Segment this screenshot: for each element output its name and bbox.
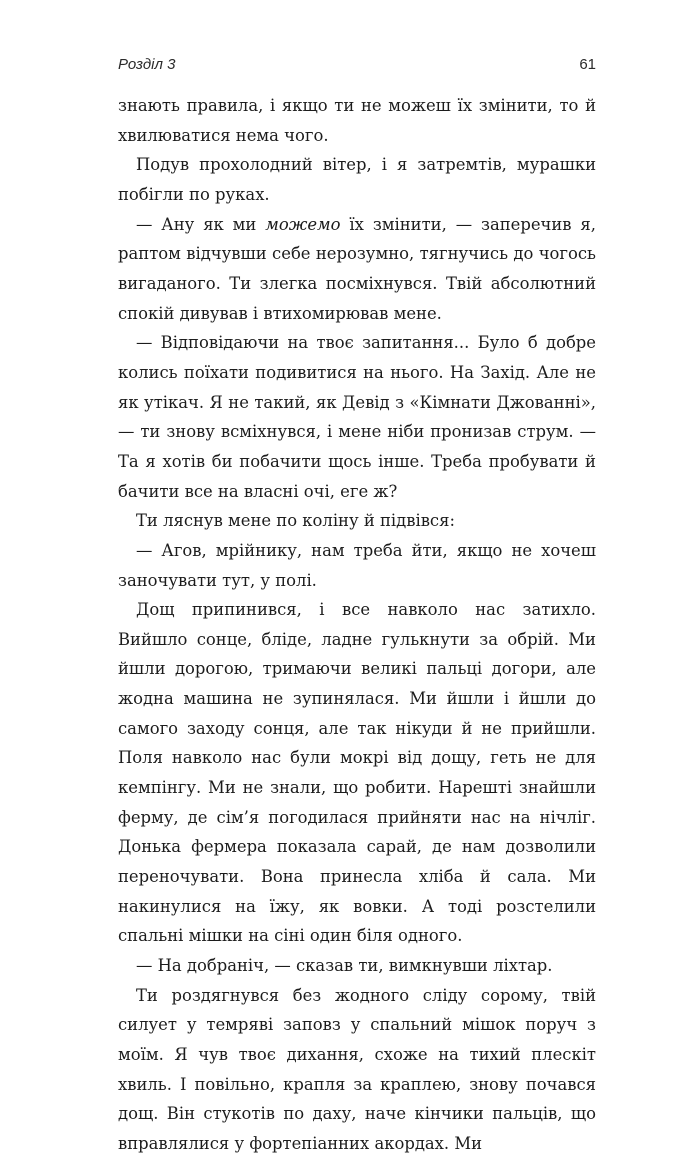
paragraph: знають правила, і якщо ти не можеш їх змінити, то й хвилюватися нема чого. [118, 96, 596, 145]
paragraph: Ти ляснув мене по коліну й підвівся: [136, 511, 455, 531]
paragraph: — На добраніч, — сказав ти, вимкнувши ліхтар. [136, 956, 553, 976]
paragraph: — Агов, мрійнику, нам треба йти, якщо не хочеш заночувати тут, у полі. [118, 540, 596, 590]
paragraph: — Ану як ми можемо їх змінити, — заперечив я, раптом відчувши себе нерозумно, тягнучись до чогось вигаданого. Ти злегка посміхнувся. Твій абсолютний спокій дивував і втихомирював мене. [118, 214, 596, 323]
running-header [118, 56, 596, 78]
paragraph: Подув прохолодний вітер, і я затремтів, мурашки побігли по руках. [118, 155, 596, 204]
body-text [118, 91, 596, 1159]
chapter-title: Розділ 3 [118, 56, 176, 73]
paragraph: Ти роздягнувся без жодного сліду сорому, твій силует у темряві заповз у спальний мішок поруч з моїм. Я чув твоє дихання, схоже на тихий плескіт хвиль. І повільно, крапля за краплею, знову почався дощ. Він стукотів по даху, наче кінчики пальців, що вправлялися у фортепіанних акордах. Ми [118, 985, 596, 1153]
paragraph: Дощ припинився, і все навколо нас затихло. Вийшло сонце, бліде, ладне гулькнути за обрій. Ми йшли дорогою, тримаючи великі пальці догори, але жодна машина не зупинялася. Ми йшли і йшли до самого заходу сонця, але так нікуди й не прийшли. Поля навколо нас були мокрі від дощу, геть не для кемпінгу. Ми не знали, що робити. Нарешті знайшли ферму, де сім’я погодилася прийняти нас на нічліг. Донька фермера показала сарай, де нам дозволили переночувати. Вона принесла хліба й сала. Ми накинулися на їжу, як вовки. А тоді розстелили спальні мішки на сіні один біля одного. [118, 600, 596, 946]
emphasis: можемо [265, 214, 341, 234]
page-number: 61 [579, 56, 596, 73]
paragraph: — Відповідаючи на твоє запитання... Було б добре колись поїхати подивитися на нього. На Захід. Але не як утікач. Я не такий, як Девід з «Кімнати Джованні», — ти знову всміхнувся, і мене ніби пронизав струм. — Та я хотів би побачити щось інше. Треба пробувати й бачити все на власні очі, еге ж? [118, 333, 596, 501]
